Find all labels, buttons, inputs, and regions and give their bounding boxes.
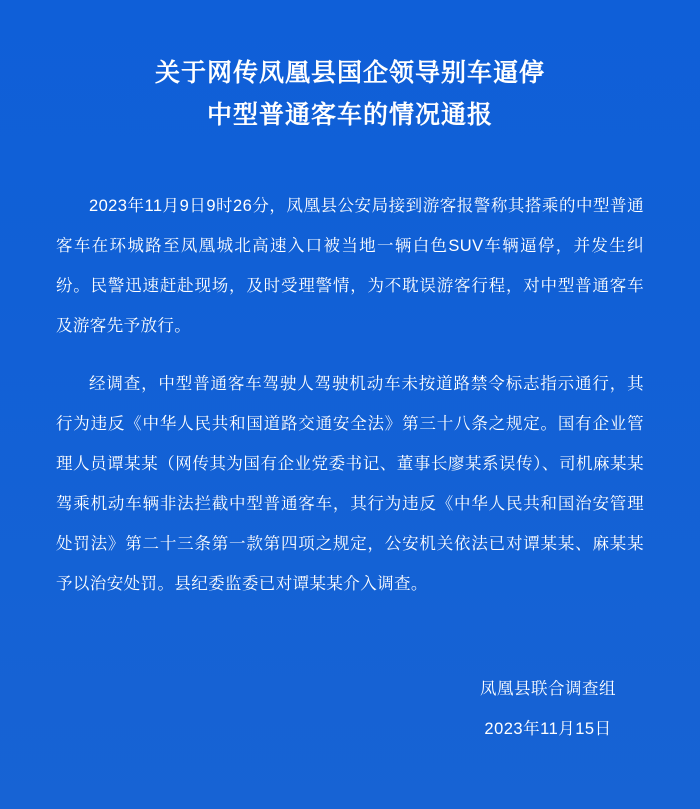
page-title [0, 0, 700, 136]
body-paragraph-1: 2023年11月9日9时26分，凤凰县公安局接到游客报警称其搭乘的中型普通客车在环城路至凤凰城北高速入口被当地一辆白色SUV车辆逼停，并发生纠纷。民警迅速赶赴现场，及时受理警情，为不耽误游客行程，对中型普通客车及游客先予放行。 [56, 197, 644, 335]
title-line-2: 中型普通客车的情况通报 [206, 101, 493, 129]
signature-issuer: 凤凰县联合调查组 [480, 680, 616, 698]
signature-date: 2023年11月15日 [484, 720, 612, 738]
signature-block [480, 669, 616, 749]
title-line-1: 关于网传凤凰县国企领导别车逼停 [154, 59, 545, 87]
notice-body [0, 136, 700, 604]
body-paragraph-2: 经调查，中型普通客车驾驶人驾驶机动车未按道路禁令标志指示通行，其行为违反《中华人民共和国道路交通安全法》第三十八条之规定。国有企业管理人员谭某某（网传其为国有企业党委书记、董事长廖某系误传）、司机麻某某驾乘机动车辆非法拦截中型普通客车，其行为违反《中华人民共和国治安管理处罚法》第二十三条第一款第四项之规定，公安机关依法已对谭某某、麻某某予以治安处罚。县纪委监委已对谭某某介入调查。 [56, 375, 644, 593]
